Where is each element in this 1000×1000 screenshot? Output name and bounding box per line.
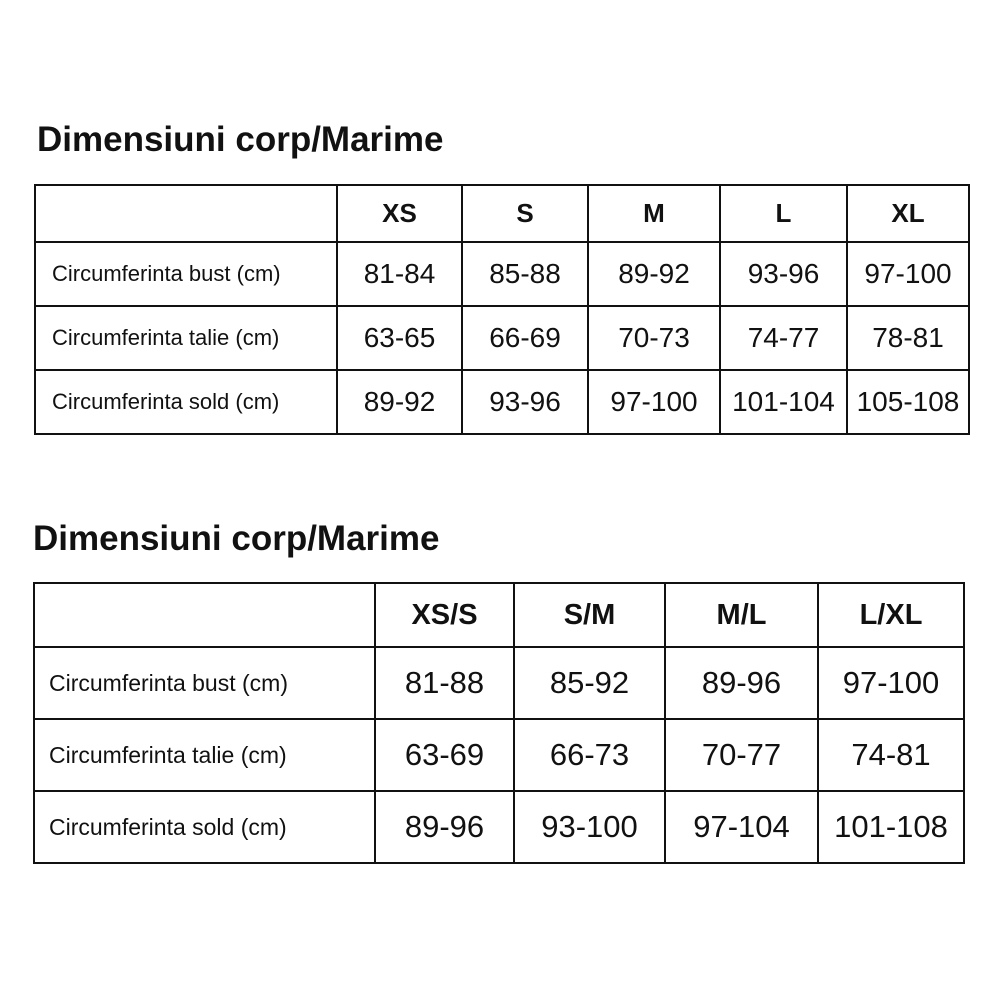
size-header: S: [462, 185, 588, 242]
table-row: [34, 647, 964, 719]
row-label: Circumferinta sold (cm): [35, 370, 337, 434]
header-corner-cell: [34, 583, 375, 647]
measurement-cell: 89-92: [588, 242, 720, 306]
header-corner-cell: [35, 185, 337, 242]
size-chart-table: [33, 582, 965, 864]
measurement-cell: 97-104: [665, 791, 818, 863]
table-row: [35, 370, 969, 434]
measurement-cell: 66-73: [514, 719, 665, 791]
measurement-cell: 74-81: [818, 719, 964, 791]
measurement-cell: 105-108: [847, 370, 969, 434]
measurement-cell: 97-100: [818, 647, 964, 719]
measurement-cell: 97-100: [847, 242, 969, 306]
row-label: Circumferinta bust (cm): [35, 242, 337, 306]
size-header: L: [720, 185, 847, 242]
measurement-cell: 66-69: [462, 306, 588, 370]
size-header: L/XL: [818, 583, 964, 647]
size-header: M/L: [665, 583, 818, 647]
row-label: Circumferinta talie (cm): [34, 719, 375, 791]
size-header: XL: [847, 185, 969, 242]
size-header: XS: [337, 185, 462, 242]
measurement-cell: 85-88: [462, 242, 588, 306]
size-header: XS/S: [375, 583, 514, 647]
measurement-cell: 93-100: [514, 791, 665, 863]
table-row: [34, 719, 964, 791]
measurement-cell: 81-88: [375, 647, 514, 719]
row-label: Circumferinta sold (cm): [34, 791, 375, 863]
measurement-cell: 101-108: [818, 791, 964, 863]
header-row: [34, 583, 964, 647]
measurement-cell: 63-69: [375, 719, 514, 791]
measurement-cell: 81-84: [337, 242, 462, 306]
measurement-cell: 85-92: [514, 647, 665, 719]
measurement-cell: 93-96: [462, 370, 588, 434]
table-row: [35, 306, 969, 370]
size-chart-table: [34, 184, 970, 435]
measurement-cell: 101-104: [720, 370, 847, 434]
header-row: [35, 185, 969, 242]
measurement-cell: 89-96: [665, 647, 818, 719]
measurement-cell: 97-100: [588, 370, 720, 434]
table-row: [35, 242, 969, 306]
measurement-cell: 70-73: [588, 306, 720, 370]
measurement-cell: 93-96: [720, 242, 847, 306]
table-title: Dimensiuni corp/Marime: [33, 519, 440, 558]
measurement-cell: 89-92: [337, 370, 462, 434]
row-label: Circumferinta bust (cm): [34, 647, 375, 719]
size-header: S/M: [514, 583, 665, 647]
measurement-cell: 74-77: [720, 306, 847, 370]
size-header: M: [588, 185, 720, 242]
measurement-cell: 78-81: [847, 306, 969, 370]
measurement-cell: 70-77: [665, 719, 818, 791]
table-row: [34, 791, 964, 863]
row-label: Circumferinta talie (cm): [35, 306, 337, 370]
measurement-cell: 63-65: [337, 306, 462, 370]
table-title: Dimensiuni corp/Marime: [37, 120, 444, 159]
measurement-cell: 89-96: [375, 791, 514, 863]
